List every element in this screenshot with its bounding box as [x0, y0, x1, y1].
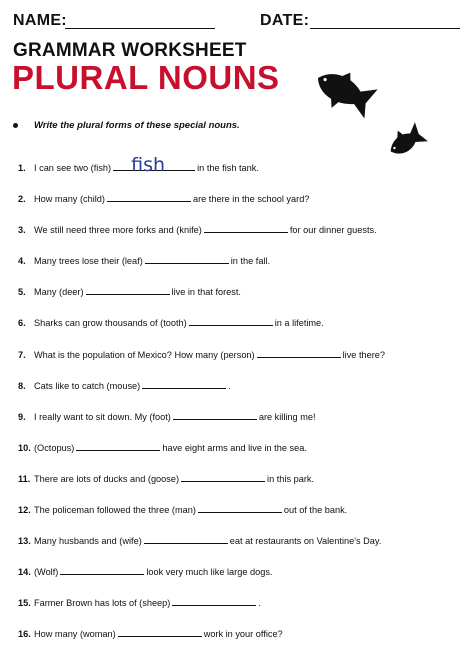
answer-blank[interactable]	[204, 222, 288, 233]
question-item: 4. Many trees lose their (leaf) in the fall.	[18, 253, 458, 284]
answer-blank[interactable]	[142, 378, 226, 389]
question-item: 2. How many (child) are there in the school yard?	[18, 191, 458, 222]
question-item: 6. Sharks can grow thousands of (tooth) in a lifetime.	[18, 315, 458, 346]
answer-blank[interactable]	[60, 564, 144, 575]
question-item: 13. Many husbands and (wife) eat at restaurants on Valentine's Day.	[18, 533, 458, 564]
answer-blank[interactable]	[172, 595, 256, 606]
answer-blank[interactable]	[181, 471, 265, 482]
fish-icon	[384, 122, 428, 162]
handwritten-answer: fish	[131, 154, 166, 176]
answer-blank[interactable]	[144, 533, 228, 544]
question-list	[18, 154, 458, 658]
answer-blank[interactable]	[198, 502, 282, 513]
worksheet-title: GRAMMAR WORKSHEET	[13, 40, 247, 61]
date-field[interactable]	[310, 28, 460, 29]
instruction-text: Write the plural forms of these special nouns.	[34, 120, 240, 131]
question-item: 12. The policeman followed the three (man) out of the bank.	[18, 502, 458, 533]
question-item: 9. I really want to sit down. My (foot) are killing me!	[18, 409, 458, 440]
name-field[interactable]	[65, 28, 215, 29]
question-item: 16. How many (woman) work in your office?	[18, 626, 458, 657]
date-label: DATE:	[260, 12, 310, 29]
answer-blank[interactable]	[189, 315, 273, 326]
header-row	[13, 12, 463, 36]
fish-icon	[308, 64, 380, 122]
answer-blank[interactable]	[76, 440, 160, 451]
instruction-line	[13, 120, 240, 131]
answer-blank[interactable]	[257, 347, 341, 358]
name-label: NAME:	[13, 12, 67, 29]
answer-blank[interactable]	[107, 191, 191, 202]
question-item: 5. Many (deer) live in that forest.	[18, 284, 458, 315]
worksheet-topic: PLURAL NOUNS	[12, 59, 280, 96]
answer-blank[interactable]	[86, 284, 170, 295]
answer-blank[interactable]	[118, 626, 202, 637]
question-item: 7. What is the population of Mexico? How many (person) live there?	[18, 347, 458, 378]
answer-blank[interactable]	[173, 409, 257, 420]
answer-blank[interactable]	[145, 253, 229, 264]
question-item: 8. Cats like to catch (mouse) .	[18, 378, 458, 409]
question-item: 15. Farmer Brown has lots of (sheep) .	[18, 595, 458, 626]
question-item: 10. (Octopus) have eight arms and live in the sea.	[18, 440, 458, 471]
question-item: 1. I can see two (fish) fish in the fish tank.	[18, 154, 259, 176]
answer-blank[interactable]	[113, 154, 195, 176]
question-item: 14. (Wolf) look very much like large dogs.	[18, 564, 458, 595]
question-item: 3. We still need three more forks and (knife) for our dinner guests.	[18, 222, 458, 253]
question-item: 11. There are lots of ducks and (goose) in this park.	[18, 471, 458, 502]
bullet-icon	[13, 123, 18, 128]
